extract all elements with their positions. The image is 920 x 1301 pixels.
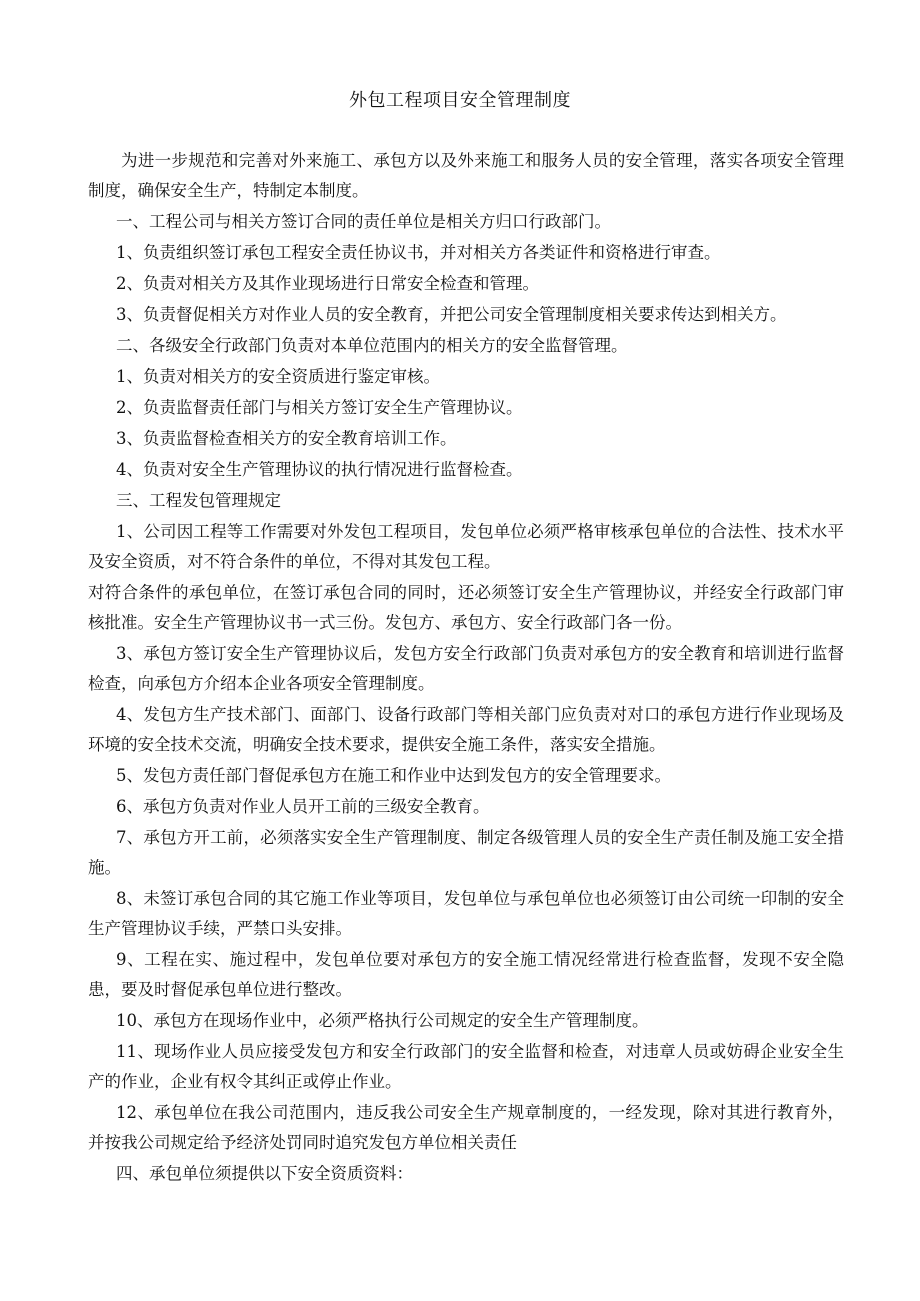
section-heading-2: 二、各级安全行政部门负责对本单位范围内的相关方的安全监督管理。 (116, 336, 628, 355)
list-item: 1、负责组织签订承包工程安全责任协议书，并对相关方各类证件和资格进行审查。 (116, 243, 721, 262)
list-item: 10、承包方在现场作业中，必须严格执行公司规定的安全生产管理制度。 (116, 1011, 649, 1030)
list-item: 6、承包方负责对作业人员开工前的三级安全教育。 (116, 797, 490, 816)
section-heading-4: 四、承包单位须提供以下安全资质资料： (116, 1164, 413, 1183)
list-item: 5、发包方责任部门督促承包方在施工和作业中达到发包方的安全管理要求。 (116, 766, 671, 785)
document-body (88, 146, 844, 1189)
list-item: 1、负责对相关方的安全资质进行鉴定审核。 (116, 367, 440, 386)
list-item: 11、现场作业人员应接受发包方和安全行政部门的安全监督和检查，对违章人员或妨碍企业安全生产的作业，企业有权令其纠正或停止作业。 (88, 1042, 844, 1091)
list-item: 3、负责督促相关方对作业人员的安全教育，并把公司安全管理制度相关要求传达到相关方。 (116, 305, 787, 324)
list-item: 9、工程在实、施过程中，发包单位要对承包方的安全施工情况经常进行检查监督，发现不安全隐患，要及时督促承包单位进行整改。 (88, 950, 844, 999)
list-item: 12、承包单位在我公司范围内，违反我公司安全生产规章制度的，一经发现，除对其进行教育外，并按我公司规定给予经济处罚同时追究发包方单位相关责任 (88, 1103, 844, 1152)
list-item: 2、负责对相关方及其作业现场进行日常安全检查和管理。 (116, 274, 539, 293)
list-item: 7、承包方开工前，必须落实安全生产管理制度、制定各级管理人员的安全生产责任制及施工安全措施。 (88, 828, 844, 877)
list-item: 4、发包方生产技术部门、面部门、设备行政部门等相关部门应负责对对口的承包方进行作业现场及环境的安全技术交流，明确安全技术要求，提供安全施工条件，落实安全措施。 (88, 705, 844, 754)
section-heading-3: 三、工程发包管理规定 (116, 491, 281, 510)
section-heading-1: 一、工程公司与相关方签订合同的责任单位是相关方归口行政部门。 (116, 212, 611, 231)
list-item: 2、负责监督责任部门与相关方签订安全生产管理协议。 (116, 398, 523, 417)
list-item: 3、负责监督检查相关方的安全教育培训工作。 (116, 429, 457, 448)
list-item: 4、负责对安全生产管理协议的执行情况进行监督检查。 (116, 460, 523, 479)
paragraph-intro: 为进一步规范和完善对外来施工、承包方以及外来施工和服务人员的安全管理，落实各项安全管理制度，确保安全生产，特制定本制度。 (88, 151, 844, 200)
list-item: 1、公司因工程等工作需要对外发包工程项目，发包单位必须严格审核承包单位的合法性、技术水平及安全资质，对不符合条件的单位，不得对其发包工程。 (88, 522, 844, 571)
list-item: 3、承包方签订安全生产管理协议后，发包方安全行政部门负责对承包方的安全教育和培训进行监督检查，向承包方介绍本企业各项安全管理制度。 (88, 644, 844, 693)
paragraph-continuation: 对符合条件的承包单位，在签订承包合同的同时，还必须签订安全生产管理协议，并经安全行政部门审核批准。安全生产管理协议书一式三份。发包方、承包方、安全行政部门各一份。 (88, 583, 844, 632)
list-item: 8、未签订承包合同的其它施工作业等项目，发包单位与承包单位也必须签订由公司统一印制的安全生产管理协议手续，严禁口头安排。 (88, 889, 844, 938)
document-title: 外包工程项目安全管理制度 (349, 90, 571, 111)
